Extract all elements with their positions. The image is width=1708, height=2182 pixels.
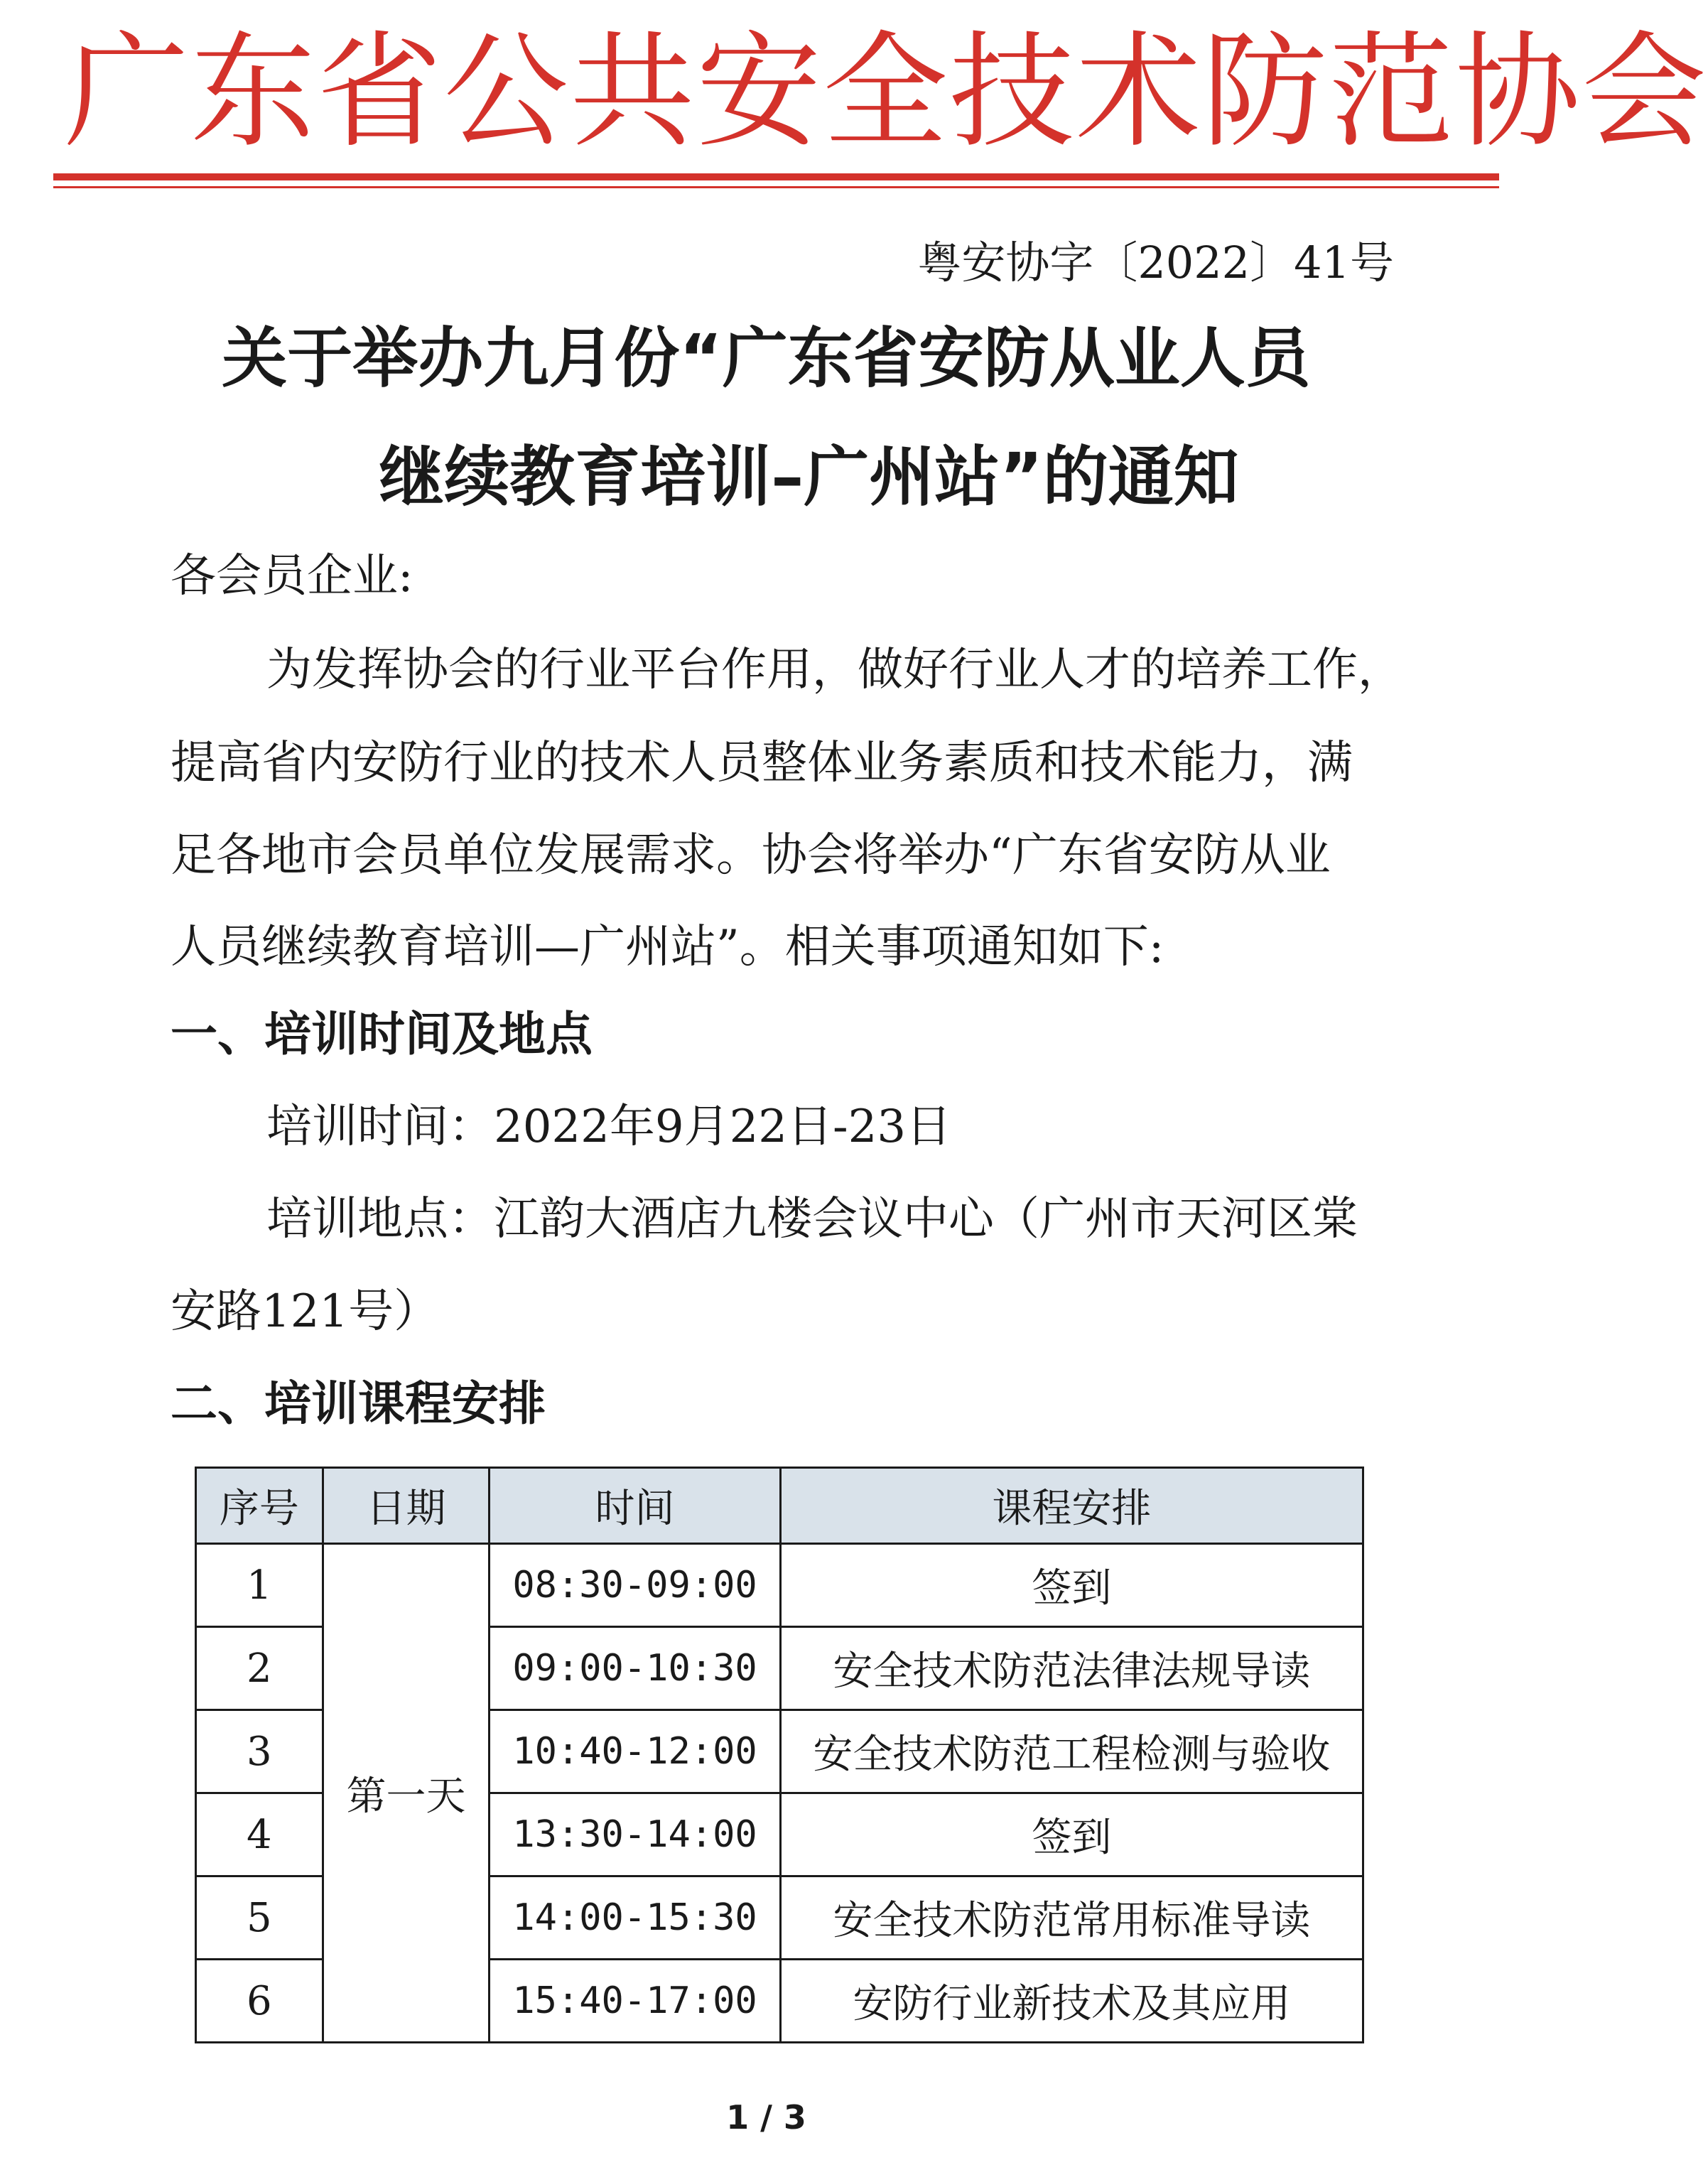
intro-paragraph-line: 为发挥协会的行业平台作用，做好行业人才的培养工作， xyxy=(266,644,1403,696)
row-time: 09:00-10:30 xyxy=(490,1627,780,1710)
letterhead-org-name: 广东省公共安全技术防范协会 xyxy=(64,19,1708,165)
row-course: 签到 xyxy=(780,1793,1363,1876)
row-course: 安全技术防范常用标准导读 xyxy=(780,1876,1363,1960)
day-label: 第一天 xyxy=(323,1544,490,2043)
training-place-line-1: 培训地点：江韵大酒店九楼会议中心（广州市天河区棠 xyxy=(266,1193,1358,1246)
header-no: 序号 xyxy=(196,1468,323,1544)
row-no: 2 xyxy=(196,1627,323,1710)
letterhead-divider-thin xyxy=(53,186,1499,188)
notice-title-line-1: 关于举办九月份“广东省安防从业人员 xyxy=(222,320,1311,396)
row-time: 08:30-09:00 xyxy=(490,1544,780,1627)
row-time: 14:00-15:30 xyxy=(490,1876,780,1960)
row-no: 1 xyxy=(196,1544,323,1627)
header-date: 日期 xyxy=(323,1468,490,1544)
schedule-table xyxy=(195,1467,1364,2043)
schedule-header-row xyxy=(196,1468,1363,1544)
row-time: 13:30-14:00 xyxy=(490,1793,780,1876)
row-course: 安全技术防范法律法规导读 xyxy=(780,1627,1363,1710)
row-course: 签到 xyxy=(780,1544,1363,1627)
letterhead-divider-thick xyxy=(53,173,1499,180)
table-row xyxy=(196,1544,1363,1627)
row-time: 10:40-12:00 xyxy=(490,1710,780,1793)
header-course: 课程安排 xyxy=(780,1468,1363,1544)
row-no: 3 xyxy=(196,1710,323,1793)
intro-paragraph-line: 足各地市会员单位发展需求。协会将举办“广东省安防从业 xyxy=(171,829,1331,882)
header-time: 时间 xyxy=(490,1468,780,1544)
salutation: 各会员企业: xyxy=(171,550,414,603)
training-time: 培训时间：2022年9月22日-23日 xyxy=(266,1101,952,1153)
row-no: 6 xyxy=(196,1960,323,2043)
row-time: 15:40-17:00 xyxy=(490,1960,780,2043)
row-no: 5 xyxy=(196,1876,323,1960)
row-course: 安防行业新技术及其应用 xyxy=(780,1960,1363,2043)
training-place-line-2: 安路121号） xyxy=(171,1285,440,1338)
intro-paragraph-line: 人员继续教育培训—广州站”。相关事项通知如下: xyxy=(171,921,1164,973)
intro-paragraph-line: 提高省内安防行业的技术人员整体业务素质和技术能力，满 xyxy=(171,737,1353,789)
section-heading-time-place: 一、培训时间及地点 xyxy=(171,1007,593,1062)
page-number: 1 / 3 xyxy=(726,2098,806,2137)
row-course: 安全技术防范工程检测与验收 xyxy=(780,1710,1363,1793)
notice-title-line-2: 继续教育培训–广州站”的通知 xyxy=(379,439,1239,515)
section-heading-schedule: 二、培训课程安排 xyxy=(171,1376,546,1431)
document-number: 粤安协字〔2022〕41号 xyxy=(917,237,1394,288)
row-no: 4 xyxy=(196,1793,323,1876)
